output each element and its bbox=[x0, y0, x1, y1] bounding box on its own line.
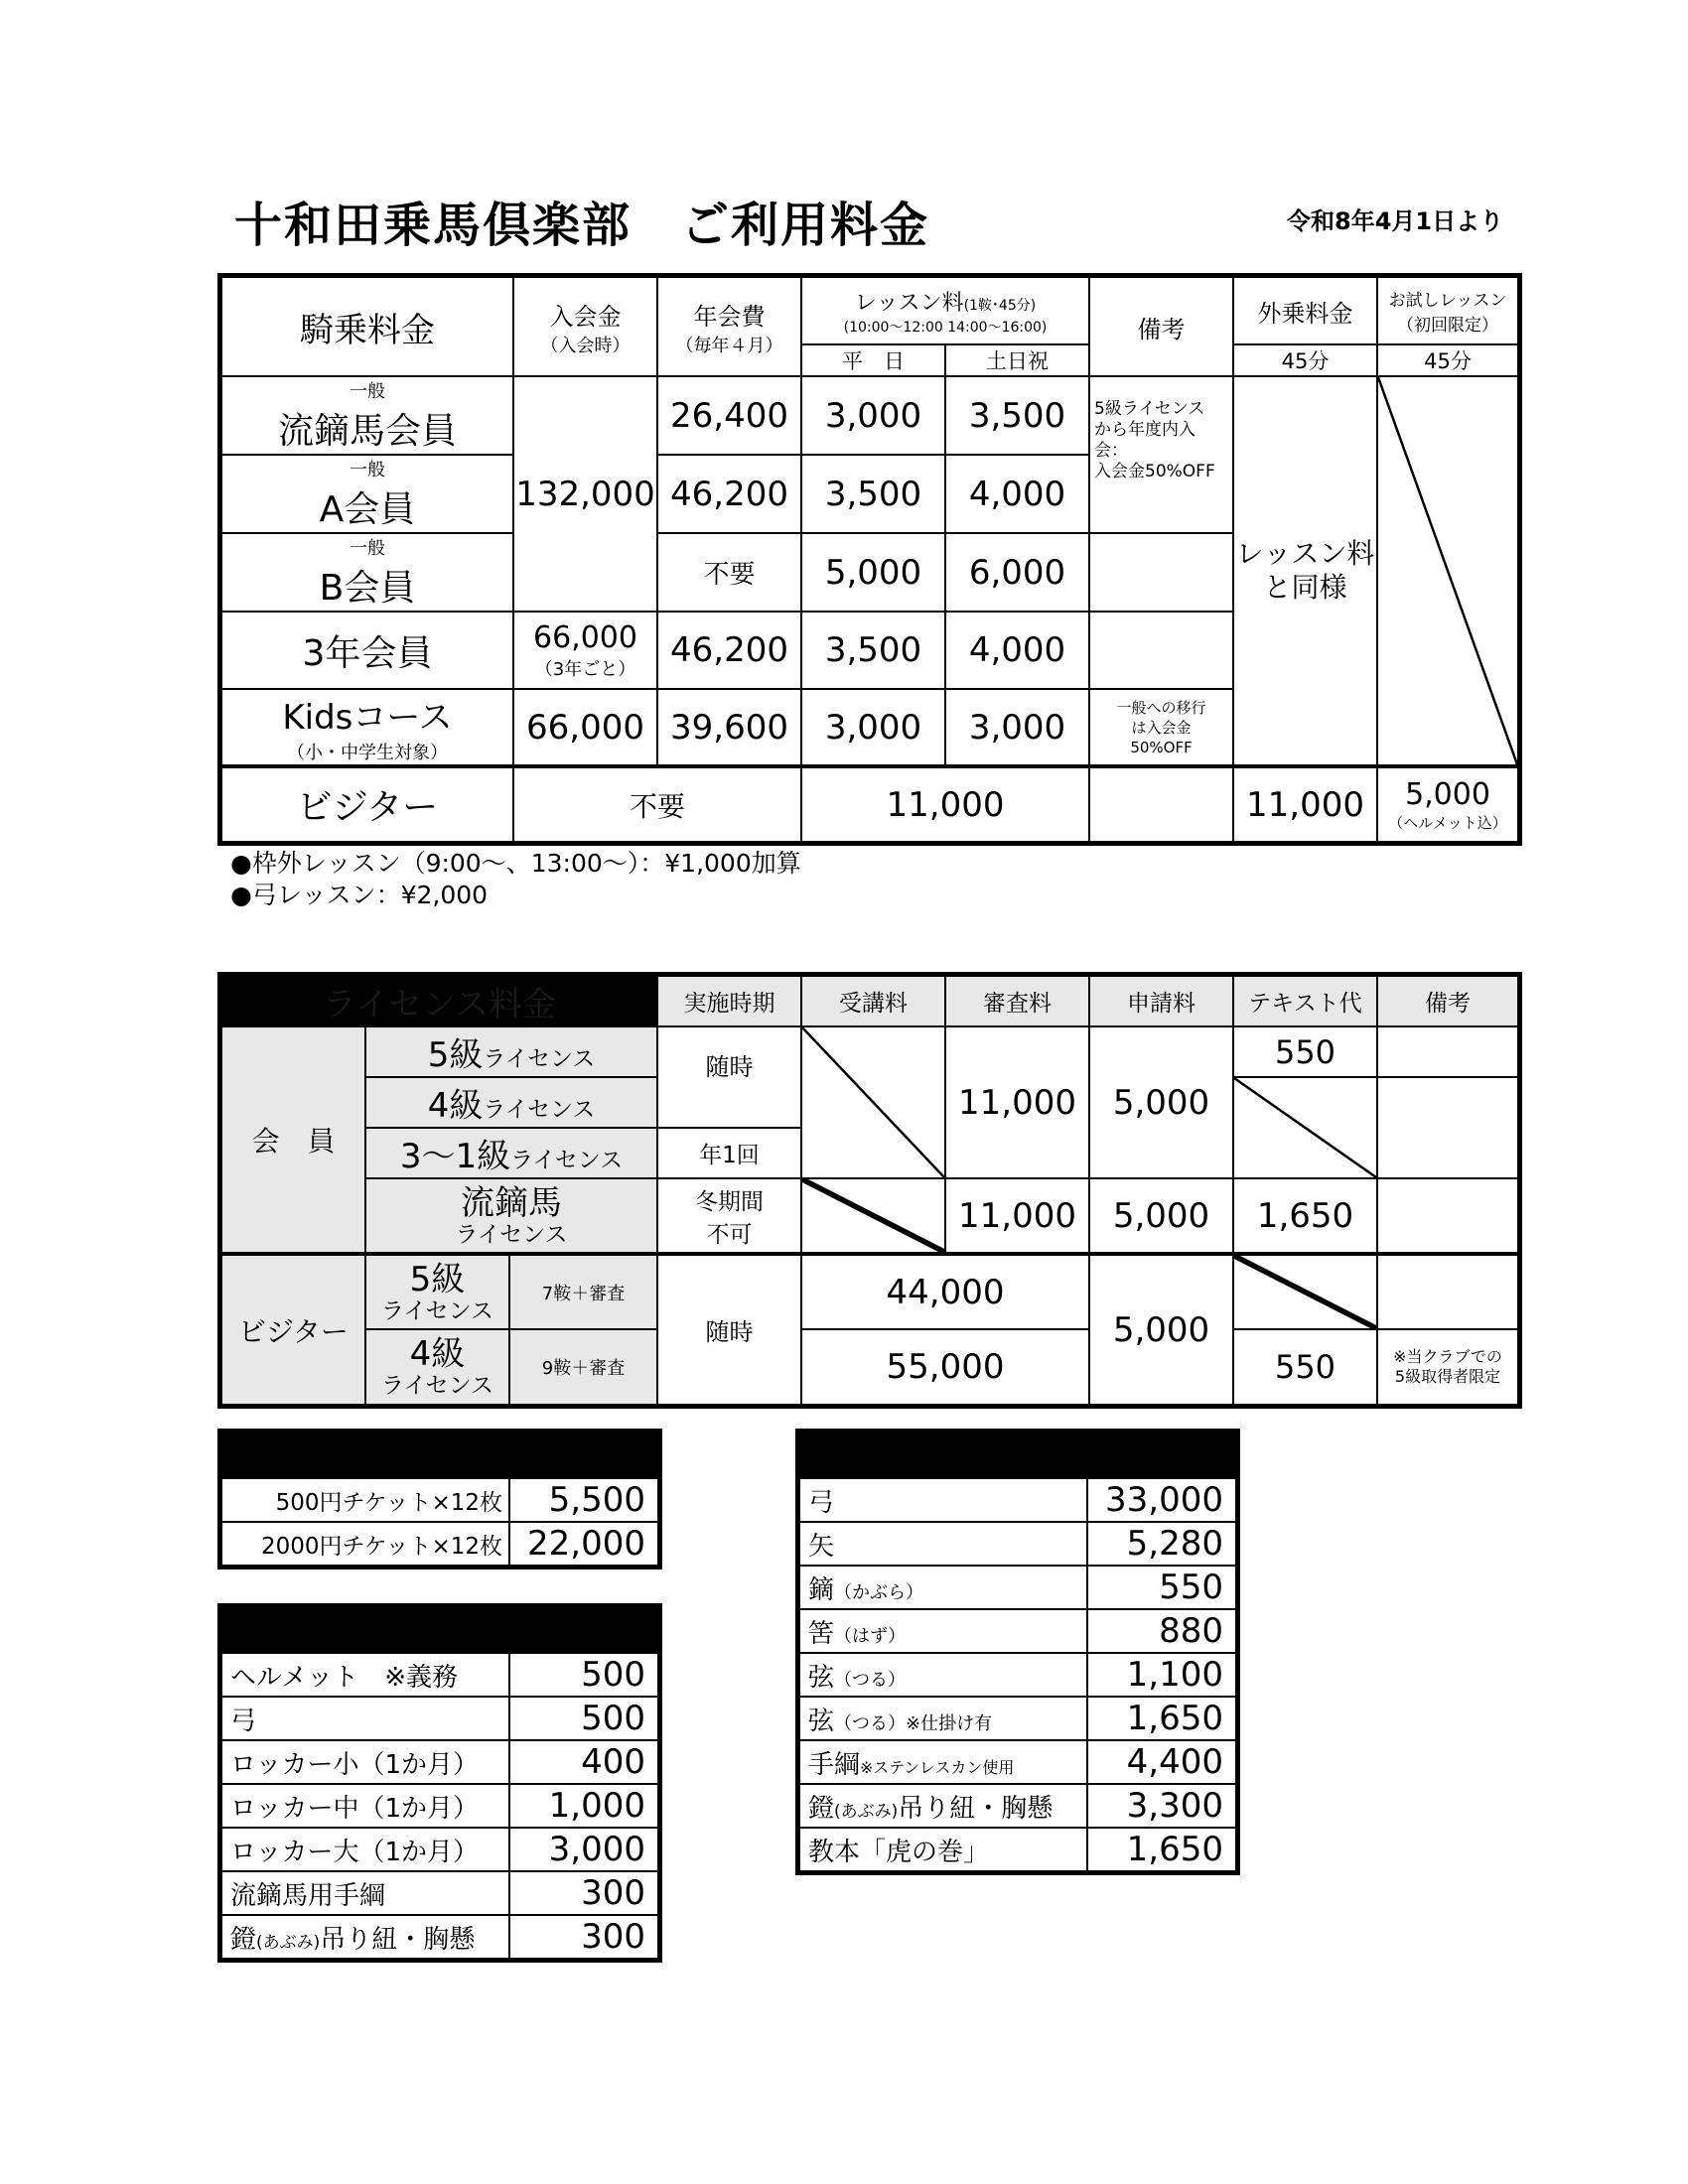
note-empty bbox=[1377, 1077, 1518, 1178]
header-course-fee: 受講料 bbox=[801, 976, 945, 1026]
note-empty bbox=[1377, 1254, 1518, 1329]
row-label-3year: 3年会員 bbox=[221, 612, 513, 689]
row-label-b-member: 一般 B会員 bbox=[221, 533, 513, 612]
goods-price: 1,100 bbox=[1087, 1653, 1236, 1697]
header-trial: お試しレッスン （初回限定） bbox=[1377, 277, 1518, 344]
visitor-cond-5: 7鞍＋審査 bbox=[509, 1254, 657, 1329]
goods-price: 5,280 bbox=[1087, 1522, 1236, 1566]
rental-table bbox=[220, 1606, 659, 1960]
visitor-period-anytime: 随時 bbox=[657, 1254, 801, 1405]
text-fee-na bbox=[1233, 1077, 1377, 1178]
header-outside-ride: 外乗料金 bbox=[1233, 277, 1377, 344]
rental-label: ロッカー中（1か月） bbox=[221, 1784, 509, 1828]
ticket-label: 500円チケット×12枚 bbox=[221, 1478, 509, 1522]
rental-label: ロッカー小（1か月） bbox=[221, 1740, 509, 1784]
period-once-year: 年1回 bbox=[657, 1128, 801, 1178]
entry-fee-3year: 66,000 （3年ごと） bbox=[513, 612, 657, 689]
table-row bbox=[221, 1784, 658, 1828]
rental-price: 300 bbox=[509, 1871, 658, 1915]
goods-label: 鐙(あぶみ)吊り紐・胸懸 bbox=[799, 1784, 1087, 1828]
table-row bbox=[221, 1828, 658, 1871]
annual-fee: 不要 bbox=[657, 533, 801, 612]
course-fee-na bbox=[801, 1178, 945, 1254]
trial-na-cell bbox=[1377, 376, 1518, 766]
header-notes: 備考 bbox=[1377, 976, 1518, 1026]
goods-table bbox=[798, 1432, 1237, 1872]
rental-label: 流鏑馬用手綱 bbox=[221, 1871, 509, 1915]
rental-price: 500 bbox=[509, 1653, 658, 1697]
rental-label: 鐙(あぶみ)吊り紐・胸懸 bbox=[221, 1915, 509, 1959]
goods-label: 弓 bbox=[799, 1478, 1087, 1522]
yabusame-exam-fee: 11,000 bbox=[945, 1178, 1089, 1254]
goods-label: 弦（つる）※仕掛け有 bbox=[799, 1697, 1087, 1740]
header-text-fee: テキスト代 bbox=[1233, 976, 1377, 1026]
exam-fee: 11,000 bbox=[945, 1026, 1089, 1178]
weekend-fee: 4,000 bbox=[945, 612, 1089, 689]
header-lesson-fee: レッスン料(1鞍･45分) (10:00～12:00 14:00～16:00) bbox=[801, 277, 1089, 344]
weekday-fee: 3,500 bbox=[801, 612, 945, 689]
table-row bbox=[799, 1478, 1236, 1522]
goods-price: 1,650 bbox=[1087, 1697, 1236, 1740]
member-label: 会 員 bbox=[221, 1026, 365, 1254]
goods-price: 550 bbox=[1087, 1566, 1236, 1609]
table-row bbox=[221, 1871, 658, 1915]
yabusame-text-fee: 1,650 bbox=[1233, 1178, 1377, 1254]
entry-fee-kids: 66,000 bbox=[513, 689, 657, 766]
visitor-note: ※当クラブでの 5級取得者限定 bbox=[1377, 1329, 1518, 1405]
rental-header-bar bbox=[221, 1607, 658, 1653]
ticket-label: 2000円チケット×12枚 bbox=[221, 1522, 509, 1566]
period-winter-closed: 冬期間 不可 bbox=[657, 1178, 801, 1254]
period-anytime: 随時 bbox=[657, 1026, 801, 1128]
table-row bbox=[799, 1697, 1236, 1740]
goods-header-bar bbox=[799, 1433, 1236, 1478]
note-empty bbox=[1089, 533, 1233, 612]
weekend-fee: 6,000 bbox=[945, 533, 1089, 612]
visitor-text-fee-4: 550 bbox=[1233, 1329, 1377, 1405]
weekday-fee: 3,000 bbox=[801, 376, 945, 455]
table-row bbox=[799, 1653, 1236, 1697]
weekend-fee: 4,000 bbox=[945, 455, 1089, 533]
visitor-fee-5: 44,000 bbox=[801, 1254, 1089, 1329]
table-row bbox=[221, 1522, 658, 1566]
weekend-fee: 3,000 bbox=[945, 689, 1089, 766]
goods-price: 1,650 bbox=[1087, 1828, 1236, 1871]
weekday-fee: 5,000 bbox=[801, 533, 945, 612]
visitor-outside-fee: 11,000 bbox=[1233, 766, 1377, 842]
table-row bbox=[221, 1653, 658, 1697]
header-apply-fee: 申請料 bbox=[1089, 976, 1233, 1026]
visitor-lesson-fee: 11,000 bbox=[801, 766, 1089, 842]
header-weekday: 平 日 bbox=[801, 344, 945, 376]
visitor-text-na bbox=[1233, 1254, 1377, 1329]
rental-price: 300 bbox=[509, 1915, 658, 1959]
ticket-price: 22,000 bbox=[509, 1522, 658, 1566]
goods-label: 筈（はず） bbox=[799, 1609, 1087, 1653]
license-fee-table bbox=[220, 975, 1519, 1406]
ticket-table bbox=[220, 1432, 659, 1567]
header-exam-fee: 審査料 bbox=[945, 976, 1089, 1026]
annual-fee: 26,400 bbox=[657, 376, 801, 455]
annual-fee: 39,600 bbox=[657, 689, 801, 766]
visitor-entry-annual: 不要 bbox=[513, 766, 801, 842]
table-row bbox=[799, 1740, 1236, 1784]
license-4: 4級ライセンス bbox=[365, 1077, 657, 1128]
header-annual-fee: 年会費 （毎年４月） bbox=[657, 277, 801, 376]
footnote-bow-lesson: ●弓レッスン：¥2,000 bbox=[230, 881, 489, 909]
header-trial-duration: 45分 bbox=[1377, 344, 1518, 376]
visitor-apply-fee: 5,000 bbox=[1089, 1254, 1233, 1405]
table-row bbox=[799, 1522, 1236, 1566]
row-label-visitor: ビジター bbox=[221, 766, 513, 842]
table-row-visitor bbox=[221, 766, 1518, 842]
goods-label: 鏑（かぶら） bbox=[799, 1566, 1087, 1609]
table-row bbox=[799, 1828, 1236, 1871]
outside-same-as-lesson: レッスン料 と同様 bbox=[1233, 376, 1377, 766]
footnote-outside-hours: ●枠外レッスン（9:00～、13:00～）：¥1,000加算 bbox=[230, 849, 801, 878]
license-3-1: 3～1級ライセンス bbox=[365, 1128, 657, 1178]
note-license-discount: 5級ライセンス から年度内入 会： 入会金50%OFF bbox=[1089, 376, 1233, 533]
header-notes: 備考 bbox=[1089, 277, 1233, 376]
table-row bbox=[799, 1566, 1236, 1609]
visitor-note-empty bbox=[1089, 766, 1233, 842]
riding-fee-table bbox=[220, 276, 1519, 843]
license-title: ライセンス料金 bbox=[221, 976, 657, 1026]
header-entry-fee: 入会金 （入会時） bbox=[513, 277, 657, 376]
goods-price: 4,400 bbox=[1087, 1740, 1236, 1784]
shared-entry-fee: 132,000 bbox=[513, 376, 657, 612]
goods-label: 矢 bbox=[799, 1522, 1087, 1566]
visitor-license-4: 4級 ライセンス bbox=[365, 1329, 509, 1405]
header-period: 実施時期 bbox=[657, 976, 801, 1026]
note-empty bbox=[1089, 612, 1233, 689]
weekday-fee: 3,000 bbox=[801, 689, 945, 766]
annual-fee: 46,200 bbox=[657, 612, 801, 689]
rental-price: 1,000 bbox=[509, 1784, 658, 1828]
apply-fee: 5,000 bbox=[1089, 1026, 1233, 1178]
goods-price: 33,000 bbox=[1087, 1478, 1236, 1522]
rental-price: 3,000 bbox=[509, 1828, 658, 1871]
visitor-license-5: 5級 ライセンス bbox=[365, 1254, 509, 1329]
visitor-cond-4: 9鞍＋審査 bbox=[509, 1329, 657, 1405]
course-fee-na bbox=[801, 1026, 945, 1178]
license-5: 5級ライセンス bbox=[365, 1026, 657, 1077]
license-yabusame: 流鏑馬 ライセンス bbox=[365, 1178, 657, 1254]
rental-price: 400 bbox=[509, 1740, 658, 1784]
weekday-fee: 3,500 bbox=[801, 455, 945, 533]
header-outside-duration: 45分 bbox=[1233, 344, 1377, 376]
rental-label: ロッカー大（1か月） bbox=[221, 1828, 509, 1871]
table-row bbox=[221, 1478, 658, 1522]
ticket-price: 5,500 bbox=[509, 1478, 658, 1522]
table-row bbox=[221, 1697, 658, 1740]
header-riding-fee: 騎乗料金 bbox=[221, 277, 513, 376]
goods-price: 3,300 bbox=[1087, 1784, 1236, 1828]
row-label-kids: Kidsコース （小・中学生対象） bbox=[221, 689, 513, 766]
table-row bbox=[221, 376, 1518, 455]
goods-price: 880 bbox=[1087, 1609, 1236, 1653]
row-label-a-member: 一般 A会員 bbox=[221, 455, 513, 533]
header-weekend: 土日祝 bbox=[945, 344, 1089, 376]
table-row bbox=[799, 1609, 1236, 1653]
page-title: 十和田乗馬倶楽部 ご利用料金 bbox=[234, 198, 930, 253]
note-kids: 一般への移行 は入会金 50%OFF bbox=[1089, 689, 1233, 766]
yabusame-apply-fee: 5,000 bbox=[1089, 1178, 1233, 1254]
rental-price: 500 bbox=[509, 1697, 658, 1740]
visitor-label: ビジター bbox=[221, 1254, 365, 1405]
text-fee-5: 550 bbox=[1233, 1026, 1377, 1077]
note-empty bbox=[1377, 1178, 1518, 1254]
ticket-header-bar bbox=[221, 1433, 658, 1478]
table-row bbox=[221, 1915, 658, 1959]
row-label-yabusame: 一般 流鏑馬会員 bbox=[221, 376, 513, 455]
annual-fee: 46,200 bbox=[657, 455, 801, 533]
rental-label: ヘルメット ※義務 bbox=[221, 1653, 509, 1697]
visitor-fee-4: 55,000 bbox=[801, 1329, 1089, 1405]
visitor-trial-fee: 5,000 （ヘルメット込） bbox=[1377, 766, 1518, 842]
goods-label: 教本「虎の巻」 bbox=[799, 1828, 1087, 1871]
effective-date: 令和8年4月1日より bbox=[1287, 207, 1504, 235]
goods-label: 弦（つる） bbox=[799, 1653, 1087, 1697]
table-row bbox=[799, 1784, 1236, 1828]
note-empty bbox=[1377, 1026, 1518, 1077]
table-row bbox=[221, 1740, 658, 1784]
goods-label: 手綱※ステンレスカン使用 bbox=[799, 1740, 1087, 1784]
weekend-fee: 3,500 bbox=[945, 376, 1089, 455]
rental-label: 弓 bbox=[221, 1697, 509, 1740]
